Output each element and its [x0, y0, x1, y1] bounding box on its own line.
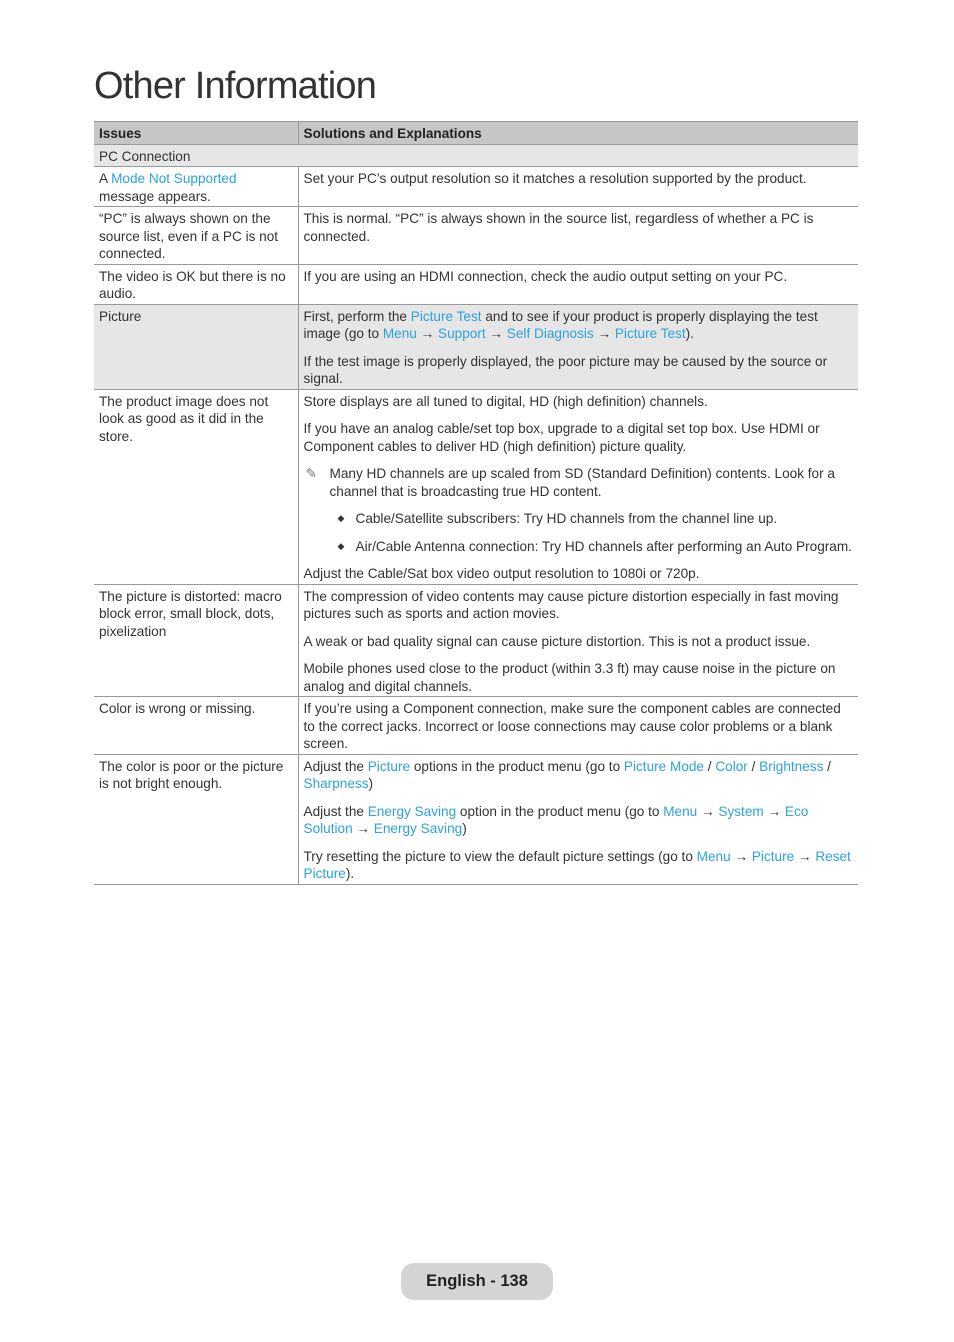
- menu-path-link[interactable]: Support: [438, 326, 486, 341]
- table-row: [94, 304, 858, 389]
- solution-paragraph: [304, 420, 854, 455]
- text-run: Cable/Satellite subscribers: Try HD channels from the channel line up.: [355, 511, 778, 526]
- text-run: The picture is distorted: macro block error, small block, dots, pixelization: [99, 588, 282, 639]
- text-run: The product image does not look as good as it did in the store.: [99, 393, 269, 444]
- table-row: [94, 264, 858, 304]
- issue-cell: [94, 697, 298, 755]
- issue-cell: [94, 584, 298, 697]
- text-run: If the test image is properly displayed, the poor picture may be caused by the source or signal.: [303, 353, 828, 386]
- menu-path-link[interactable]: Menu: [696, 848, 731, 864]
- text-run: Adjust the: [303, 758, 368, 774]
- text-run: and to see if your product is properly displaying the test image (go to: [303, 308, 818, 341]
- menu-path-link[interactable]: Picture: [367, 758, 411, 774]
- text-run: Set your PC’s output resolution so it matches a resolution supported by the product.: [303, 171, 807, 186]
- issue-cell: [94, 304, 298, 389]
- text-run: If you’re using a Component connection, make sure the component cables are connected to the correct jacks. Incorrect or loose connections may cause color problems or a blank screen.: [303, 701, 841, 751]
- text-run: This is normal. “PC” is always shown in the source list, regardless of whether a PC is connected.: [303, 211, 814, 244]
- text-run: ): [368, 776, 374, 791]
- solution-paragraph: [304, 848, 854, 883]
- text-run: option in the product menu (go to: [456, 803, 664, 819]
- section-label: PC Connection: [94, 144, 858, 167]
- text-run: Air/Cable Antenna connection: Try HD channels after performing an Auto Program.: [355, 538, 852, 554]
- issue-cell: [94, 389, 298, 584]
- issue-cell: [94, 754, 298, 884]
- diamond-bullet-icon: ◆: [337, 540, 345, 551]
- page-number-badge: [401, 1263, 553, 1300]
- table-row: [94, 389, 858, 584]
- note-paragraph: [304, 465, 854, 500]
- menu-path-link[interactable]: Self Diagnosis: [506, 326, 594, 341]
- text-run: /: [823, 758, 831, 774]
- text-run: →: [593, 326, 615, 341]
- menu-path-link[interactable]: System: [718, 803, 764, 819]
- issues-column-header: Issues: [94, 122, 298, 145]
- diamond-bullet-icon: ◆: [337, 513, 345, 523]
- text-run: Color is wrong or missing.: [99, 701, 256, 716]
- table-row: [94, 167, 858, 207]
- text-run: The color is poor or the picture is not bright enough.: [99, 758, 284, 791]
- solution-cell: [298, 304, 858, 389]
- text-run: →: [697, 803, 719, 819]
- solution-cell: [298, 584, 858, 697]
- text-run: →: [485, 326, 507, 341]
- solution-paragraph: [304, 803, 854, 838]
- menu-path-link[interactable]: Picture Test: [614, 326, 686, 341]
- issue-cell: [94, 167, 298, 207]
- issue-cell: [94, 264, 298, 304]
- text-run: options in the product menu (go to: [410, 758, 624, 774]
- issue-cell: [94, 207, 298, 265]
- text-run: →: [763, 803, 785, 819]
- solution-cell: [298, 697, 858, 755]
- menu-path-link[interactable]: Color: [715, 758, 748, 774]
- text-run: The video is OK but there is no audio.: [99, 268, 286, 301]
- text-run: If you have an analog cable/set top box, upgrade to a digital set top box. Use HDMI or Component cables to deliver HD (high definition) picture quality.: [303, 421, 820, 454]
- text-run: If you are using an HDMI connection, check the audio output setting on your PC.: [303, 268, 788, 284]
- menu-path-link[interactable]: Brightness: [759, 758, 824, 774]
- solutions-column-header: Solutions and Explanations: [298, 122, 858, 145]
- text-run: Mobile phones used close to the product (within 3.3 ft) may cause noise in the picture on analog and digital channels.: [303, 661, 836, 694]
- solution-paragraph: [304, 353, 854, 388]
- solution-paragraph: [304, 308, 854, 343]
- text-run: “PC” is always shown on the source list, even if a PC is not connected.: [99, 211, 279, 261]
- solution-paragraph: [304, 758, 854, 793]
- menu-path-link[interactable]: Picture: [751, 848, 795, 864]
- text-run: A: [99, 171, 112, 186]
- bullet-item: [304, 538, 854, 556]
- menu-path-link[interactable]: Menu: [382, 326, 417, 341]
- solution-cell: [298, 754, 858, 884]
- table-row: [94, 207, 858, 265]
- text-run: /: [747, 758, 760, 774]
- text-run: Store displays are all tuned to digital, HD (high definition) channels.: [303, 393, 708, 409]
- text-run: First, perform the: [303, 308, 411, 324]
- menu-path-link[interactable]: Reset Picture: [303, 848, 851, 881]
- solution-paragraph: [304, 660, 854, 695]
- solution-paragraph: [304, 393, 854, 411]
- menu-path-link[interactable]: Picture Test: [410, 308, 482, 324]
- solution-paragraph: [304, 700, 854, 753]
- menu-path-link[interactable]: Menu: [663, 803, 698, 819]
- menu-path-link[interactable]: Sharpness: [303, 776, 369, 791]
- table-header-row: [94, 122, 858, 145]
- table-row: [94, 754, 858, 884]
- solution-paragraph: [304, 633, 854, 651]
- solution-paragraph: [304, 588, 854, 623]
- menu-path-link[interactable]: Mode Not Supported: [111, 171, 237, 186]
- text-run: →: [730, 848, 752, 864]
- page-number-label: English - 138: [426, 1272, 528, 1290]
- table-body: [94, 144, 858, 884]
- table-row: [94, 584, 858, 697]
- solution-paragraph: [304, 210, 854, 245]
- solution-cell: [298, 207, 858, 265]
- solution-paragraph: [304, 565, 854, 583]
- page-title: Other Information: [94, 65, 377, 107]
- menu-path-link[interactable]: Picture Mode: [623, 758, 704, 774]
- text-run: Picture: [99, 308, 142, 324]
- text-run: ): [462, 821, 467, 836]
- troubleshooting-table: [94, 121, 858, 885]
- solution-paragraph: [304, 268, 854, 286]
- pencil-note-icon: ✎: [305, 466, 317, 481]
- solution-cell: [298, 264, 858, 304]
- text-run: Try resetting the picture to view the default picture settings (go to: [303, 848, 697, 864]
- text-run: →: [794, 848, 816, 864]
- text-run: The compression of video contents may cause picture distortion especially in fast moving pictures such as sports and action movies.: [303, 588, 839, 621]
- bullet-item: [304, 510, 854, 528]
- text-run: Adjust the Cable/Sat box video output resolution to 1080i or 720p.: [303, 566, 700, 581]
- solution-cell: [298, 167, 858, 207]
- text-run: A weak or bad quality signal can cause picture distortion. This is not a product issue.: [303, 633, 811, 649]
- menu-path-link[interactable]: Energy Saving: [373, 821, 463, 836]
- text-run: ).: [685, 326, 694, 341]
- text-run: message appears.: [99, 188, 211, 204]
- table-row: [94, 697, 858, 755]
- text-run: →: [416, 326, 439, 341]
- text-run: Many HD channels are up scaled from SD (Standard Definition) contents. Look for a channel that is broadcasting true HD content.: [329, 466, 835, 499]
- menu-path-link[interactable]: Eco Solution: [303, 803, 809, 836]
- solution-paragraph: [304, 170, 854, 188]
- text-run: →: [352, 821, 374, 836]
- text-run: ).: [345, 866, 355, 881]
- solution-cell: [298, 389, 858, 584]
- text-run: Adjust the: [303, 803, 368, 819]
- menu-path-link[interactable]: Energy Saving: [367, 803, 457, 819]
- text-run: /: [704, 758, 716, 774]
- section-row-pc-connection: [94, 144, 858, 167]
